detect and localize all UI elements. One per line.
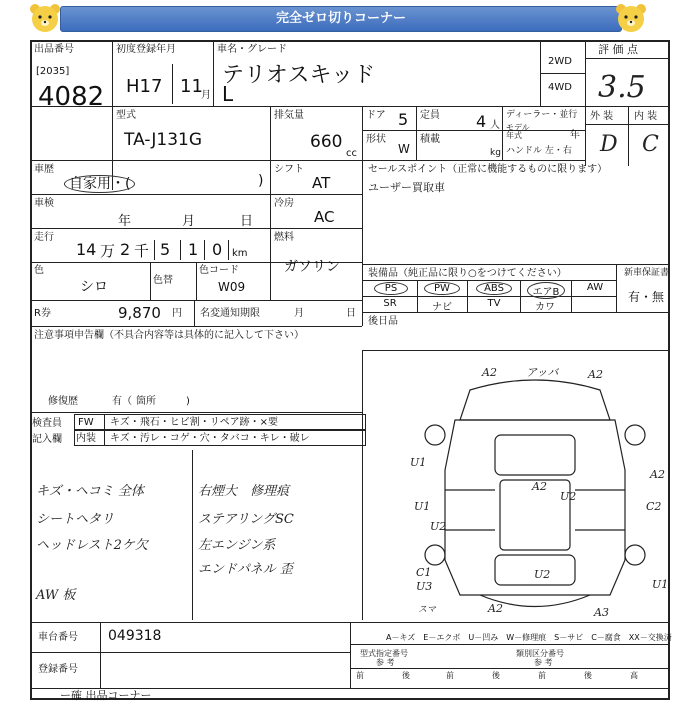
displacement-label: 排気量 xyxy=(274,110,304,121)
remark-left-4: AW 板 xyxy=(36,588,76,603)
damage-mark: U1 xyxy=(414,500,431,513)
load-unit: kg xyxy=(490,148,501,158)
chassis-value: 049318 xyxy=(108,628,162,644)
recycle-label: R券 xyxy=(34,308,51,319)
type-designation-label: 型式指定番号 xyxy=(360,649,408,658)
measure-cell: 前 xyxy=(538,671,546,680)
inspection-day: 日 xyxy=(240,214,254,229)
notes-title: 注意事項申告欄（不具合内容等は具体的に記入して下さい） xyxy=(34,330,304,341)
recycle-value: 9,870 xyxy=(118,304,161,322)
interior-grade: C xyxy=(642,132,659,157)
repair-place: 箇所 xyxy=(136,396,156,407)
damage-mark: A2 xyxy=(532,480,547,493)
measure-cell: 前 xyxy=(446,671,454,680)
bear-mascot-icon xyxy=(28,2,62,34)
remark-left-1: キズ・ヘコミ 全体 xyxy=(36,484,144,499)
equipment-airbag: エアB xyxy=(527,282,565,299)
handle-label: ハンドル 左・右 xyxy=(506,146,572,156)
damage-mark: U2 xyxy=(430,520,447,533)
rating-value: 3.5 xyxy=(598,70,646,105)
exterior-label: 外 装 xyxy=(590,111,614,122)
mileage-label: 走行 xyxy=(34,232,54,243)
notice-day: 日 xyxy=(346,308,356,319)
color-code-label: 色コード xyxy=(199,265,239,276)
notice-label: 名変通知期限 xyxy=(200,308,260,319)
inspector-fw: FW xyxy=(78,417,94,428)
equipment-tv: TV xyxy=(487,298,501,309)
color-code-value: W09 xyxy=(218,280,246,294)
model-grade-label: 車名・グレード xyxy=(217,44,287,55)
damage-mark: U3 xyxy=(416,580,433,593)
sales-points-label: セールスポイント（正常に機能するものに限ります） xyxy=(368,164,608,175)
equipment-navi: ナビ xyxy=(432,302,452,313)
equipment-pw: PW xyxy=(424,282,460,295)
remark-right-1: 右煙大 修理痕 xyxy=(198,484,290,499)
damage-legend: A－キズ E－エクボ U－凹み W－修理痕 S－サビ C－腐食 XX－交換済 xyxy=(386,633,672,642)
sales-points-value: ユーザー買取車 xyxy=(368,181,445,194)
damage-mark: U2 xyxy=(560,490,577,503)
measure-cell: 後 xyxy=(402,671,410,680)
lot-number-label: 出品番号 xyxy=(34,44,74,55)
bottom-text: ー確 出品コーナー xyxy=(60,689,152,702)
mileage-ju: 1 xyxy=(188,240,199,259)
notice-month: 月 xyxy=(294,308,304,319)
fuel-value: ガソリン xyxy=(284,259,340,275)
capacity-value: 4 xyxy=(476,112,487,131)
repair-history-label: 修復歴 xyxy=(48,396,78,407)
warranty-value: 有・無 xyxy=(628,290,665,304)
type-value: TA-J131G xyxy=(124,130,203,150)
damage-mark: U1 xyxy=(410,456,427,469)
color-value: シロ xyxy=(80,279,108,295)
drive-2wd: 2WD xyxy=(548,56,572,67)
recycle-unit: 円 xyxy=(172,308,182,319)
remark-right-2: ステアリングSC xyxy=(198,512,294,527)
lot-number: 4082 xyxy=(38,82,105,112)
inspector-exterior-checks: キズ・飛石・ヒビ割・リペア跡・×要 xyxy=(110,417,278,428)
equipment-abs: ABS xyxy=(476,282,512,295)
post-items-label: 後日品 xyxy=(368,316,398,327)
ac-value: AC xyxy=(314,208,335,226)
rating-label: 評 価 点 xyxy=(598,43,638,56)
damage-mark: A2 xyxy=(588,368,603,381)
category-number-label: 類別区分番号 xyxy=(516,649,564,658)
mileage-sen-unit: 千 xyxy=(134,242,150,260)
damage-mark: A2 xyxy=(488,602,503,615)
damage-mark: A2 xyxy=(650,468,665,481)
remark-right-4: エンドパネル 歪 xyxy=(198,562,293,577)
warranty-label: 新車保証書 xyxy=(624,268,670,278)
damage-mark: U2 xyxy=(534,568,551,581)
shape-label: 形状 xyxy=(366,134,386,145)
door-value: 5 xyxy=(398,110,409,129)
inspection-label: 車検 xyxy=(34,198,54,209)
interior-label: 内 装 xyxy=(634,111,658,122)
damage-mark: スマ xyxy=(418,605,436,615)
drive-4wd: 4WD xyxy=(548,82,572,93)
capacity-label: 定員 xyxy=(420,110,440,121)
car-name: テリオスキッド xyxy=(222,63,376,88)
model-year-label: モデル 年式 xyxy=(506,123,530,140)
chassis-label: 車台番号 xyxy=(38,632,78,643)
damage-mark: C1 xyxy=(416,566,432,579)
color-change-label: 色替 xyxy=(153,275,173,286)
dealer-label: ディーラー・並行 xyxy=(506,110,578,120)
lot-small-number: [2035] xyxy=(36,66,70,77)
color-label: 色 xyxy=(34,265,44,276)
measure-cell: 高 xyxy=(630,671,638,680)
year-unit: 年 xyxy=(570,130,580,141)
shape-value: W xyxy=(398,142,410,156)
inspector-label: 検査員 xyxy=(32,418,62,429)
damage-mark: C2 xyxy=(646,500,662,513)
equipment-sr: SR xyxy=(383,298,397,309)
mileage-man: 14 xyxy=(76,240,97,259)
remark-left-2: シートヘタリ xyxy=(36,512,115,527)
ac-label: 冷房 xyxy=(274,198,294,209)
registration-month: 11 xyxy=(180,76,203,97)
banner xyxy=(0,0,700,36)
door-label: ドア xyxy=(366,110,386,121)
damage-mark: A2 xyxy=(482,366,497,379)
damage-mark: アッバ xyxy=(526,366,559,379)
type-label: 型式 xyxy=(116,110,136,121)
inspector-interior: 内装 xyxy=(76,433,96,444)
measure-cell: 後 xyxy=(584,671,592,680)
month-unit: 月 xyxy=(201,90,211,101)
displacement-unit: cc xyxy=(346,148,357,159)
shift-label: シフト xyxy=(274,164,304,175)
reference-label: 参 考 xyxy=(376,658,395,667)
entry-label: 記入欄 xyxy=(32,434,62,445)
capacity-unit: 人 xyxy=(490,120,500,131)
inspection-year: 年 xyxy=(118,214,132,229)
shift-value: AT xyxy=(312,174,331,192)
remark-right-3: 左エンジン系 xyxy=(198,538,276,553)
measure-cell: 前 xyxy=(356,671,364,680)
load-label: 積載 xyxy=(420,134,440,145)
reference-label: 参 考 xyxy=(534,658,553,667)
fuel-label: 燃料 xyxy=(274,232,294,243)
repair-close: ) xyxy=(186,396,190,407)
mileage-hyaku: 5 xyxy=(160,240,171,259)
mileage-ichi: 0 xyxy=(212,240,223,259)
inspection-month: 月 xyxy=(182,214,196,229)
inspector-interior-checks: キズ・汚レ・コゲ・穴・タバコ・キレ・破レ xyxy=(110,433,310,444)
usage-label: 車歴 xyxy=(34,164,54,175)
registration-year: H17 xyxy=(126,76,163,97)
car-grade: L xyxy=(222,82,234,106)
first-registration-label: 初度登録年月 xyxy=(116,44,176,55)
usage-value: 自家用・( xyxy=(64,175,135,193)
mileage-man-unit: 万 xyxy=(100,242,116,260)
repair-history-value: 有（ xyxy=(112,396,132,407)
registration-number-label: 登録番号 xyxy=(38,664,78,675)
equipment-aw: AW xyxy=(586,282,604,293)
usage-close: ) xyxy=(258,173,264,189)
damage-mark: U1 xyxy=(652,578,669,591)
bear-mascot-icon xyxy=(614,2,648,34)
displacement-value: 660 xyxy=(310,132,343,152)
exterior-grade: D xyxy=(600,132,618,157)
mileage-unit: km xyxy=(232,248,248,259)
banner-title: 完全ゼロ切りコーナー xyxy=(60,6,622,32)
measure-cell: 後 xyxy=(492,671,500,680)
equipment-label: 装備品（純正品に限り○をつけてください） xyxy=(368,268,567,279)
remark-left-3: ヘッドレスト2ケ欠 xyxy=(36,538,148,553)
equipment-leather: カワ xyxy=(535,302,555,313)
mileage-sen: 2 xyxy=(120,240,131,259)
damage-mark: A3 xyxy=(594,606,609,619)
equipment-ps: PS xyxy=(374,282,408,295)
